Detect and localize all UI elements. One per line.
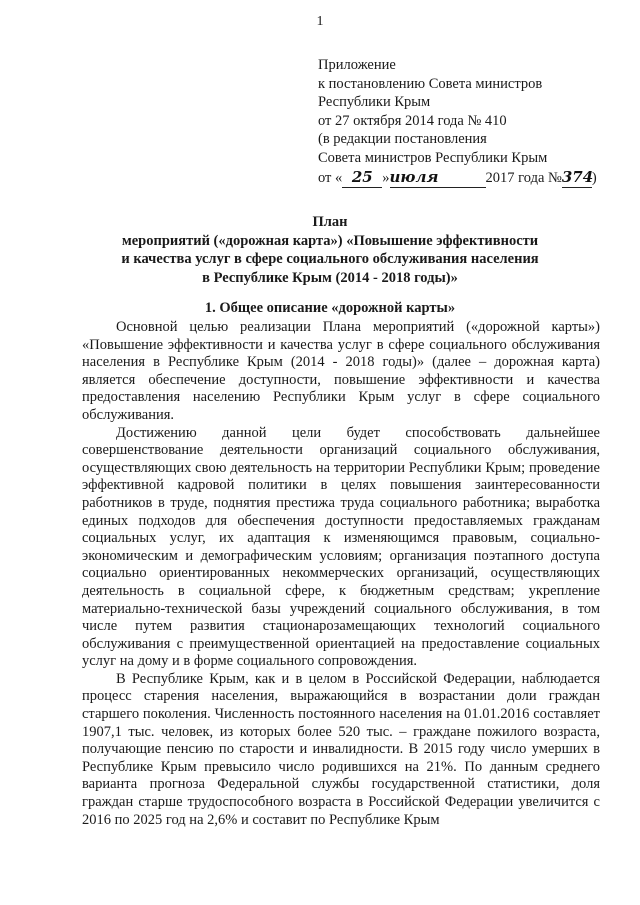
title-line: в Республике Крым (2014 - 2018 годы)» xyxy=(202,269,458,286)
date-prefix: от « xyxy=(318,169,343,186)
appendix-block xyxy=(318,56,618,188)
appendix-line: к постановлению Совета министров xyxy=(318,75,543,92)
document-title xyxy=(40,213,620,287)
appendix-line: (в редакции постановления xyxy=(318,131,487,148)
appendix-line: Республики Крым xyxy=(318,94,431,111)
body-text xyxy=(82,319,600,829)
section-heading: 1. Общее описание «дорожной карты» xyxy=(204,300,456,316)
appendix-date-line xyxy=(318,168,618,189)
appendix-line: Совета министров Республики Крым xyxy=(318,149,548,166)
handwritten-month: июля xyxy=(389,167,439,186)
date-suffix: ) xyxy=(591,169,597,186)
title-line: мероприятий («дорожная карта») «Повышение эффективности xyxy=(121,232,539,249)
date-quote: » xyxy=(382,169,390,186)
handwritten-day: 25 xyxy=(351,167,373,186)
appendix-line: от 27 октября 2014 года № 410 xyxy=(318,112,507,129)
date-year: 2017 года № xyxy=(485,169,562,186)
paragraph: Достижению данной цели будет способствовать дальнейшее совершенствование деятельности организаций социального обслуживания, осуществляющих свою деятельность на территории Республики Крым; проведение эффективной кадровой политики в целях повышения заинтересованности работников в труде, поднятия престижа труда социального работника; выработка единых подходов для обеспечения доступности предоставляемых гражданам социальных услуг, их адаптация к изменяющимся правовым, социально-экономическим и демографическим условиям; организация поэтапного доступа социально ориентированных некоммерческих организаций, осуществляющих деятельность в социальной сфере, к бюджетным средствам; укрепление материально-технической базы учреждений социального обслуживания, в том числе путем развития стационарозамещающих технологий социального обслуживания с преимущественной ориентацией на предоставление социальных услуг на дому и в форме социального сопровождения. xyxy=(82,424,600,670)
paragraph: Основной целью реализации Плана мероприятий («дорожной карты») «Повышение эффективности и качества услуг в сфере социального обслуживания населения в Республике Крым (2014 - 2018 годы)» (далее – дорожная карта) является обеспечение доступности, повышение эффективности и качества предоставления населению Республики Крым услуг в сфере социального обслуживания. xyxy=(82,319,600,423)
title-line: План xyxy=(312,214,348,230)
appendix-line: Приложение xyxy=(318,57,396,73)
paragraph: В Республике Крым, как и в целом в Российской Федерации, наблюдается процесс старения населения, выражающийся в возрастании доли граждан старшего поколения. Численность постоянного населения на 01.01.2016 составляет 1907,1 тыс. человек, из которых более 520 тыс. – граждане пожилого возраста, получающие пенсию по старости и инвалидности. В 2015 году число умерших в Республике Крым превысило число родившихся на 21%. По данным среднего варианта прогноза Федеральной службы государственной статистики, доля граждан старше трудоспособного возраста в Российской Федерации увеличится с 2016 по 2025 год на 2,6% и составит по Республике Крым xyxy=(82,670,600,828)
page-number: 1 xyxy=(316,14,324,29)
title-line: и качества услуг в сфере социального обслуживания населения xyxy=(121,251,539,267)
handwritten-number: 374 xyxy=(561,167,594,186)
